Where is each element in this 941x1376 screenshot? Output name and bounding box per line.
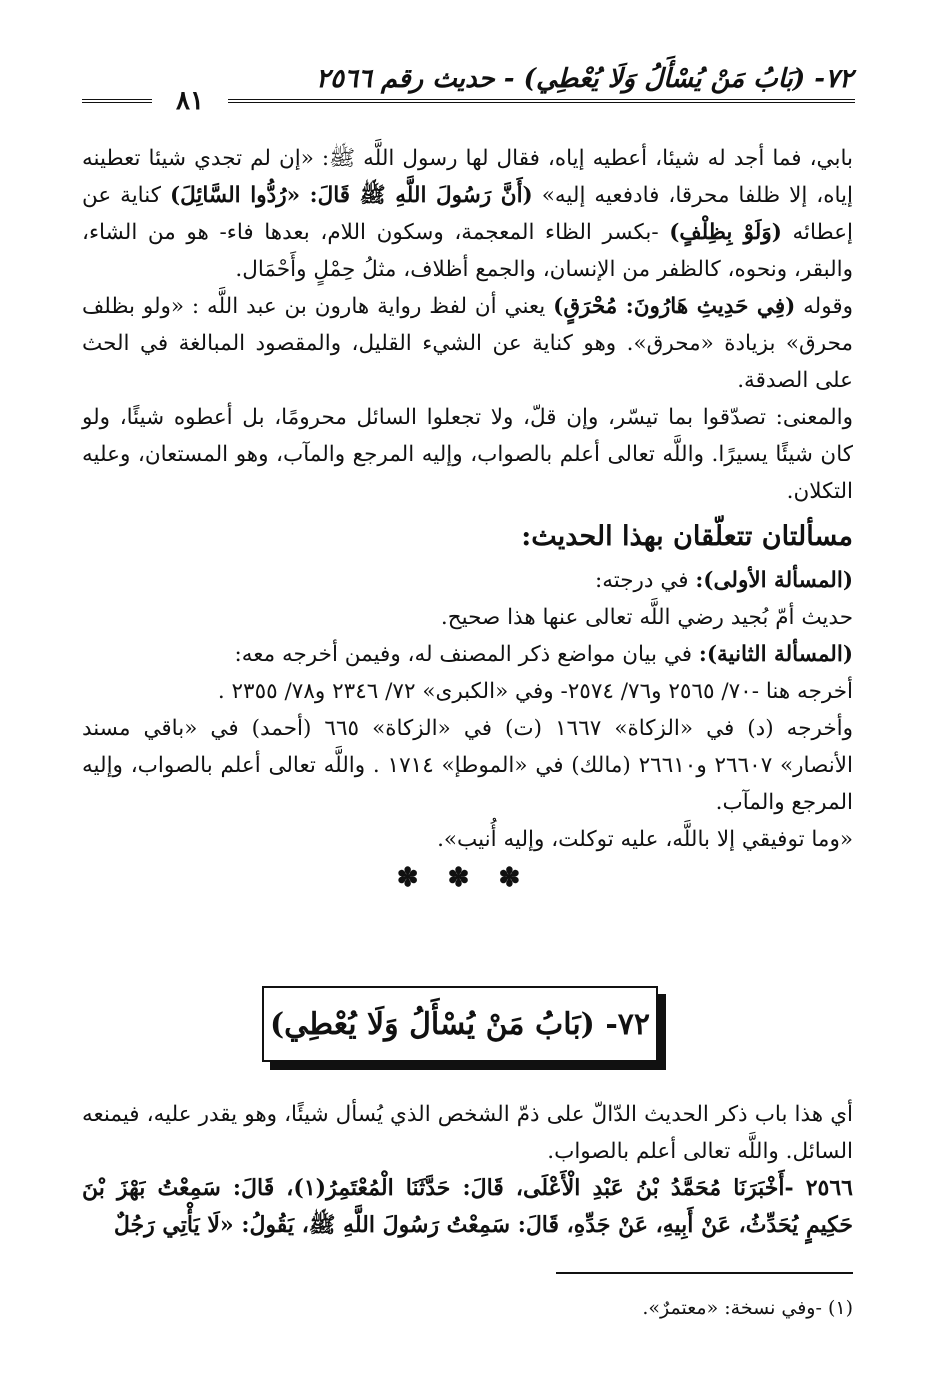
quoted-text: (وَلَوْ بِظِلْفٍ) <box>669 220 782 245</box>
quoted-text: (فِي حَدِيثِ هَارُونَ: مُحْرَقٍ) <box>553 294 796 319</box>
paragraph-harun: وقوله (فِي حَدِيثِ هَارُونَ: مُحْرَقٍ) يعني أن لفظ رواية هارون بن عبد اللَّه : «ولو بظلف محرق» بزيادة «محرق». وهو كناية عن الشيء القليل، والمقصود المبالغة في الحث على الصدقة. <box>82 294 853 393</box>
chapter-title-box <box>262 986 658 1062</box>
chapter-intro: أي هذا باب ذكر الحديث الدّالّ على ذمّ الشخص الذي يُسأل شيئًا، وهو يقدر عليه، فيمنعه السائل. واللَّه تعالى أعلم بالصواب. <box>82 1102 853 1164</box>
header-rule-left <box>82 99 152 106</box>
issue-two-title: (المسألة الثانية): في بيان مواضع ذكر المصنف له، وفيمن أخرجه معه: <box>234 642 853 667</box>
page-number: ٨١ <box>176 86 204 116</box>
issue-two-body-2: وأخرجه (د) في «الزكاة» ١٦٦٧ (ت) في «الزكاة» ٦٦٥ (أحمد) في «باقي مسند الأنصار» ٢٦٦٠٧ و٢٦٦١٠ (مالك) في «الموطإ» ١٧١٤ . واللَّه تعالى أعلم بالصواب، وإليه المرجع والمآب. <box>82 716 853 815</box>
issue-one-body: حديث أمّ بُجيد رضي اللَّه تعالى عنها هذا صحيح. <box>440 605 853 630</box>
commentary-text <box>82 140 853 898</box>
header-rule-right <box>228 99 855 106</box>
paragraph-meaning: والمعنى: تصدّقوا بما تيسّر، وإن قلّ، ولا تجعلوا السائل محرومًا، بل أعطوه شيئًا، ولو كان شيئًا يسيرًا. واللَّه تعالى أعلم بالصواب، وإليه المرجع والمآب، وهو المستعان، وعليه التكلان. <box>82 405 853 504</box>
paragraph-explanation: بابي، فما أجد له شيئا، أعطيه إياه، فقال لها رسول اللَّه ﷺ: «إن لم تجدي شيئا تعطينه إياه، إلا ظلفا محرقا، فادفعيه إليه» (أَنَّ رَسُولَ اللَّهِ ﷺ قَالَ: «رُدُّوا السَّائِلَ) كناية عن إعطائه (وَلَوْ بِظِلْفٍ) -بكسر الظاء المعجمة، وسكون اللام، بعدها فاء- هو من الشاء، والبقر، ونحوه، كالظفر من الإنسان، والجمع أظلاف، مثلُ حِمْلٍ وأَحْمَال. <box>82 146 853 282</box>
footnote: (١) -وفي نسخة: «معتمرٌ». <box>642 1297 853 1319</box>
issue-two-body-1: أخرجه هنا -٧٠/ ٢٥٦٥ و٧٦/ ٢٥٧٤- وفي «الكبرى» ٧٢/ ٢٣٤٦ و٧٨/ ٢٣٥٥ . <box>217 679 853 704</box>
issue-one-title: (المسألة الأولى): في درجته: <box>595 568 853 593</box>
header-title: ٧٢- (بَابُ مَنْ يُسْأَلُ وَلَا يُعْطِي) - حديث رقم ٢٥٦٦ <box>316 64 853 94</box>
closing-dua: «وما توفيقي إلا باللَّه، عليه توكلت، وإليه أُنيب». <box>437 827 853 852</box>
section-separator-stars: ✽ ✽ ✽ <box>396 863 531 893</box>
hadith-text: ٢٥٦٦ -أَخْبَرَنَا مُحَمَّدُ بْنُ عَبْدِ الْأَعْلَى، قَالَ: حَدَّثَنَا الْمُعْتَمِرُ(١)، قَالَ: سَمِعْتُ بَهْزَ بْنَ حَكِيمٍ يُحَدِّثُ، عَنْ أَبِيهِ، عَنْ جَدِّهِ، قَالَ: سَمِعْتُ رَسُولَ اللَّهِ ﷺ، يَقُولُ: «لَا يَأْتِي رَجُلٌ <box>82 1175 853 1238</box>
quoted-text: (أَنَّ رَسُولَ اللَّهِ ﷺ قَالَ: «رُدُّوا السَّائِلَ) <box>169 183 533 208</box>
chapter-title: ٧٢- (بَابُ مَنْ يُسْأَلُ وَلَا يُعْطِي) <box>269 1006 651 1042</box>
footnote-divider <box>556 1272 853 1274</box>
chapter-text <box>82 1096 853 1244</box>
section-heading: مسألتان تتعلّقان بهذا الحديث: <box>521 521 853 552</box>
